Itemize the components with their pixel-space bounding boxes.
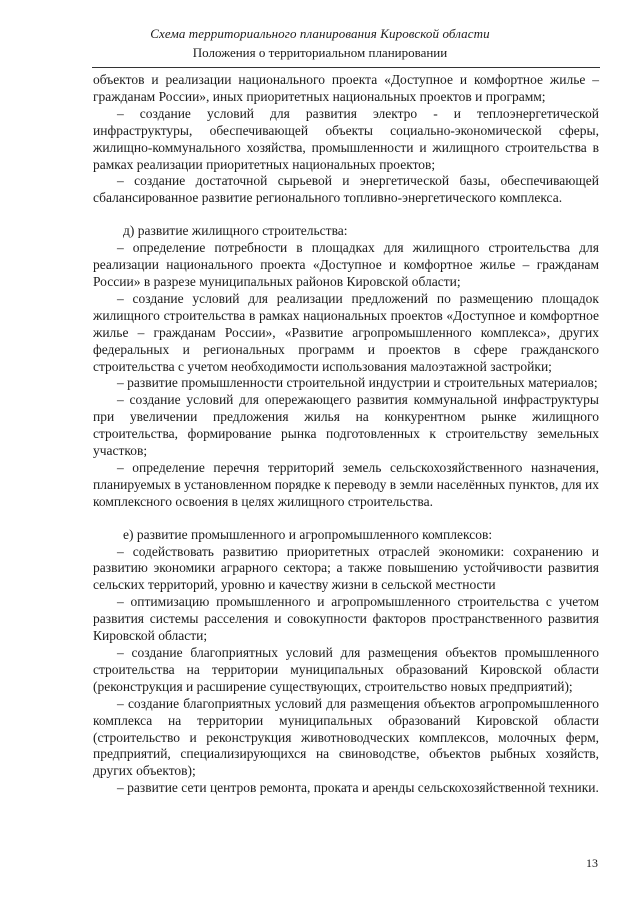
list-item: – содействовать развитию приоритетных отраслей экономики: сохранению и развитию экономики аграрного сектора; а также повышению устойчивости развития сельских территорий, уровню и качеству жизни в сельской местности <box>93 543 599 593</box>
page-number: 13 <box>586 856 598 870</box>
list-item: – развитие сети центров ремонта, проката и аренды сельскохозяйственной техники. <box>117 780 599 796</box>
list-item: – создание условий для реализации предложений по размещению площадок жилищного строительства в рамках национальных проектов «Доступное и комфортное жилье – гражданам России», «Развитие агропромышленного комплекса», других федеральных и региональных программ и проектов в сфере гражданского строительства с учетом необходимости использования малоэтажной застройки; <box>93 290 599 374</box>
list-item: – создание достаточной сырьевой и энергетической базы, обеспечивающей сбалансированное развитие регионального топливно-энергетического комплекса. <box>93 173 599 206</box>
list-item: – развитие промышленности строительной индустрии и строительных материалов; <box>117 375 598 391</box>
list-item: – оптимизацию промышленного и агропромышленного строительства с учетом развития системы расселения и совокупности факторов пространственного развития Кировской области; <box>93 594 599 644</box>
document-title: Схема территориального планирования Кировской области <box>150 26 490 41</box>
section-heading-d: д) развитие жилищного строительства: <box>123 223 348 239</box>
list-item: – определение перечня территорий земель сельскохозяйственного назначения, планируемых в установленном порядке к переводу в земли населённых пунктов, для их комплексного освоения в целях жилищного строительства. <box>93 459 599 509</box>
list-item: – создание благоприятных условий для размещения объектов агропромышленного комплекса на территории муниципальных образований Кировской области (строительство и реконструкция животноводческих комплексов, молочных ферм, предприятий, специализирующихся на свиноводстве, объектов рыбных хозяйств, других объектов); <box>93 695 599 779</box>
list-item: – создание условий для опережающего развития коммунальной инфраструктуры при увеличении предложения жилья на конкурентном рынке жилищного строительства, формирование рынка подготовленных к строительству земельных участков; <box>93 392 599 459</box>
list-item: – создание благоприятных условий для размещения объектов промышленного строительства на территории муниципальных образований Кировской области (реконструкция и расширение существующих, строительство новых предприятий); <box>93 645 599 694</box>
document-subtitle: Положения о территориальном планировании <box>192 45 448 60</box>
section-heading-e: е) развитие промышленного и агропромышленного комплексов: <box>123 526 493 542</box>
paragraph-continuation: объектов и реализации национального проекта «Доступное и комфортное жилье – гражданам России», иных приоритетных национальных проектов и программ; <box>93 72 599 104</box>
list-item: – создание условий для развития электро - и теплоэнергетической инфраструктуры, обеспечивающей объекты социально-экономической сферы, жилищно-коммунального хозяйства, промышленности и жилищного строительства в рамках реализации приоритетных национальных проектов; <box>93 105 599 172</box>
header-divider <box>92 67 600 68</box>
list-item: – определение потребности в площадках для жилищного строительства для реализации национального проекта «Доступное и комфортное жилье – гражданам России» в разрезе муниципальных районов Кировской области; <box>93 240 599 289</box>
document-body <box>93 72 599 797</box>
